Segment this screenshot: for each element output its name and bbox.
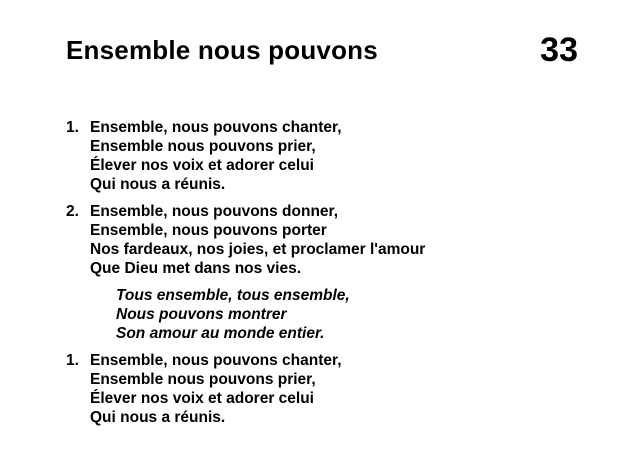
lyric-line: Ensemble nous pouvons prier, [90,371,316,388]
verse-lines [90,118,606,194]
lyric-line: Qui nous a réunis. [90,176,226,193]
verse-lines [90,351,606,427]
lyric-line: Qui nous a réunis. [90,409,226,426]
lyric-line: Ensemble, nous pouvons porter [90,222,327,239]
lyric-line: Élever nos voix et adorer celui [90,157,314,174]
chorus-line: Nous pouvons montrer [116,306,287,323]
song-title: Ensemble nous pouvons [66,35,378,65]
lyric-line: Nos fardeaux, nos joies, et proclamer l'amour [90,241,426,258]
lyric-line: Ensemble, nous pouvons chanter, [90,352,342,369]
verse-lines [90,202,606,278]
verse-number: 1. [66,119,79,136]
verse-1-repeat [66,351,606,427]
song-number: 33 [540,31,578,69]
lyric-line: Élever nos voix et adorer celui [90,390,314,407]
lyric-line: Que Dieu met dans nos vies. [90,260,302,277]
verse-number: 2. [66,203,79,220]
chorus-line: Son amour au monde entier. [116,325,325,342]
verse-number: 1. [66,352,79,369]
chorus-line: Tous ensemble, tous ensemble, [116,287,350,304]
verse-2 [66,202,606,278]
verse-1 [66,118,606,194]
lyrics-body [66,118,606,427]
chorus [66,286,606,343]
lyric-line: Ensemble, nous pouvons donner, [90,203,339,220]
lyric-line: Ensemble nous pouvons prier, [90,138,316,155]
lyric-line: Ensemble, nous pouvons chanter, [90,119,342,136]
